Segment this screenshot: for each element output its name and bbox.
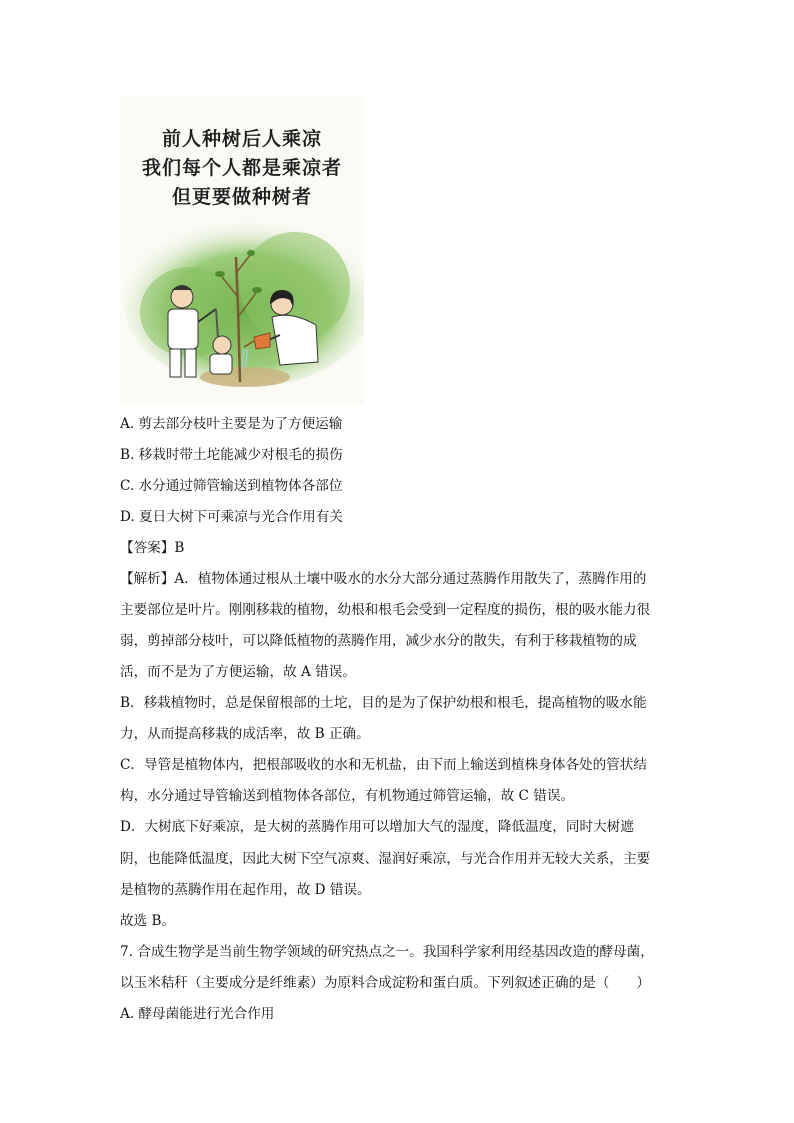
analysis-line: 主要部位是叶片。刚刚移栽的植物，幼根和根毛会受到一定程度的损伤，根的吸水能力很 <box>120 602 651 618</box>
poem-line: 我们每个人都是乘凉者 <box>141 157 342 179</box>
question-7-stem: 7. 合成生物学是当前生物学领域的研究热点之一。我国科学家利用经基因改造的酵母菌， <box>120 944 654 960</box>
question-7-option-a: A. 酵母菌能进行光合作用 <box>120 1006 275 1022</box>
illustration-tree-planting <box>120 97 364 405</box>
analysis-line: C．导管是植物体内，把根部吸收的水和无机盐，由下而上输送到植株身体各处的管状结 <box>120 757 647 773</box>
analysis-line: D．大树底下好乘凉，是大树的蒸腾作用可以增加大气的湿度，降低温度，同时大树遮 <box>120 819 634 835</box>
poem-line: 但更要做种树者 <box>171 186 312 208</box>
poem-text <box>120 125 364 212</box>
analysis-line: 【解析】A．植物体通过根从土壤中吸水的水分大部分通过蒸腾作用散失了，蒸腾作用的 <box>120 571 647 587</box>
answer-line: 【答案】B <box>120 540 185 556</box>
analysis-line: 活，而不是为了方便运输，故 A 错误。 <box>120 664 356 680</box>
option-b: B. 移栽时带土坨能减少对根毛的损伤 <box>120 447 343 463</box>
analysis-line: 阴，也能降低温度，因此大树下空气凉爽、湿润好乘凉，与光合作用并无较大关系，主要 <box>120 851 651 867</box>
analysis-line: 构，水分通过导管输送到植物体各部位，有机物通过筛管运输，故 C 错误。 <box>120 788 575 804</box>
poem-line: 前人种树后人乘凉 <box>161 128 322 150</box>
analysis-line: 力，从而提高移栽的成活率，故 B 正确。 <box>120 726 370 742</box>
question-7-stem: 以玉米秸秆（主要成分是纤维素）为原料合成淀粉和蛋白质。下列叙述正确的是（ ） <box>120 975 651 991</box>
child-figure <box>210 336 232 374</box>
conclusion-line: 故选 B。 <box>120 913 176 929</box>
analysis-line: B．移栽植物时，总是保留根部的土坨，目的是为了保护幼根和根毛，提高植物的吸水能 <box>120 695 647 711</box>
option-d: D. 夏日大树下可乘凉与光合作用有关 <box>120 509 343 525</box>
option-c: C. 水分通过筛管输送到植物体各部位 <box>120 478 343 494</box>
analysis-line: 是植物的蒸腾作用在起作用，故 D 错误。 <box>120 882 371 898</box>
option-a: A. 剪去部分枝叶主要是为了方便运输 <box>120 416 343 432</box>
analysis-line: 弱，剪掉部分枝叶，可以降低植物的蒸腾作用，减少水分的散失，有利于移栽植物的成 <box>120 633 637 649</box>
